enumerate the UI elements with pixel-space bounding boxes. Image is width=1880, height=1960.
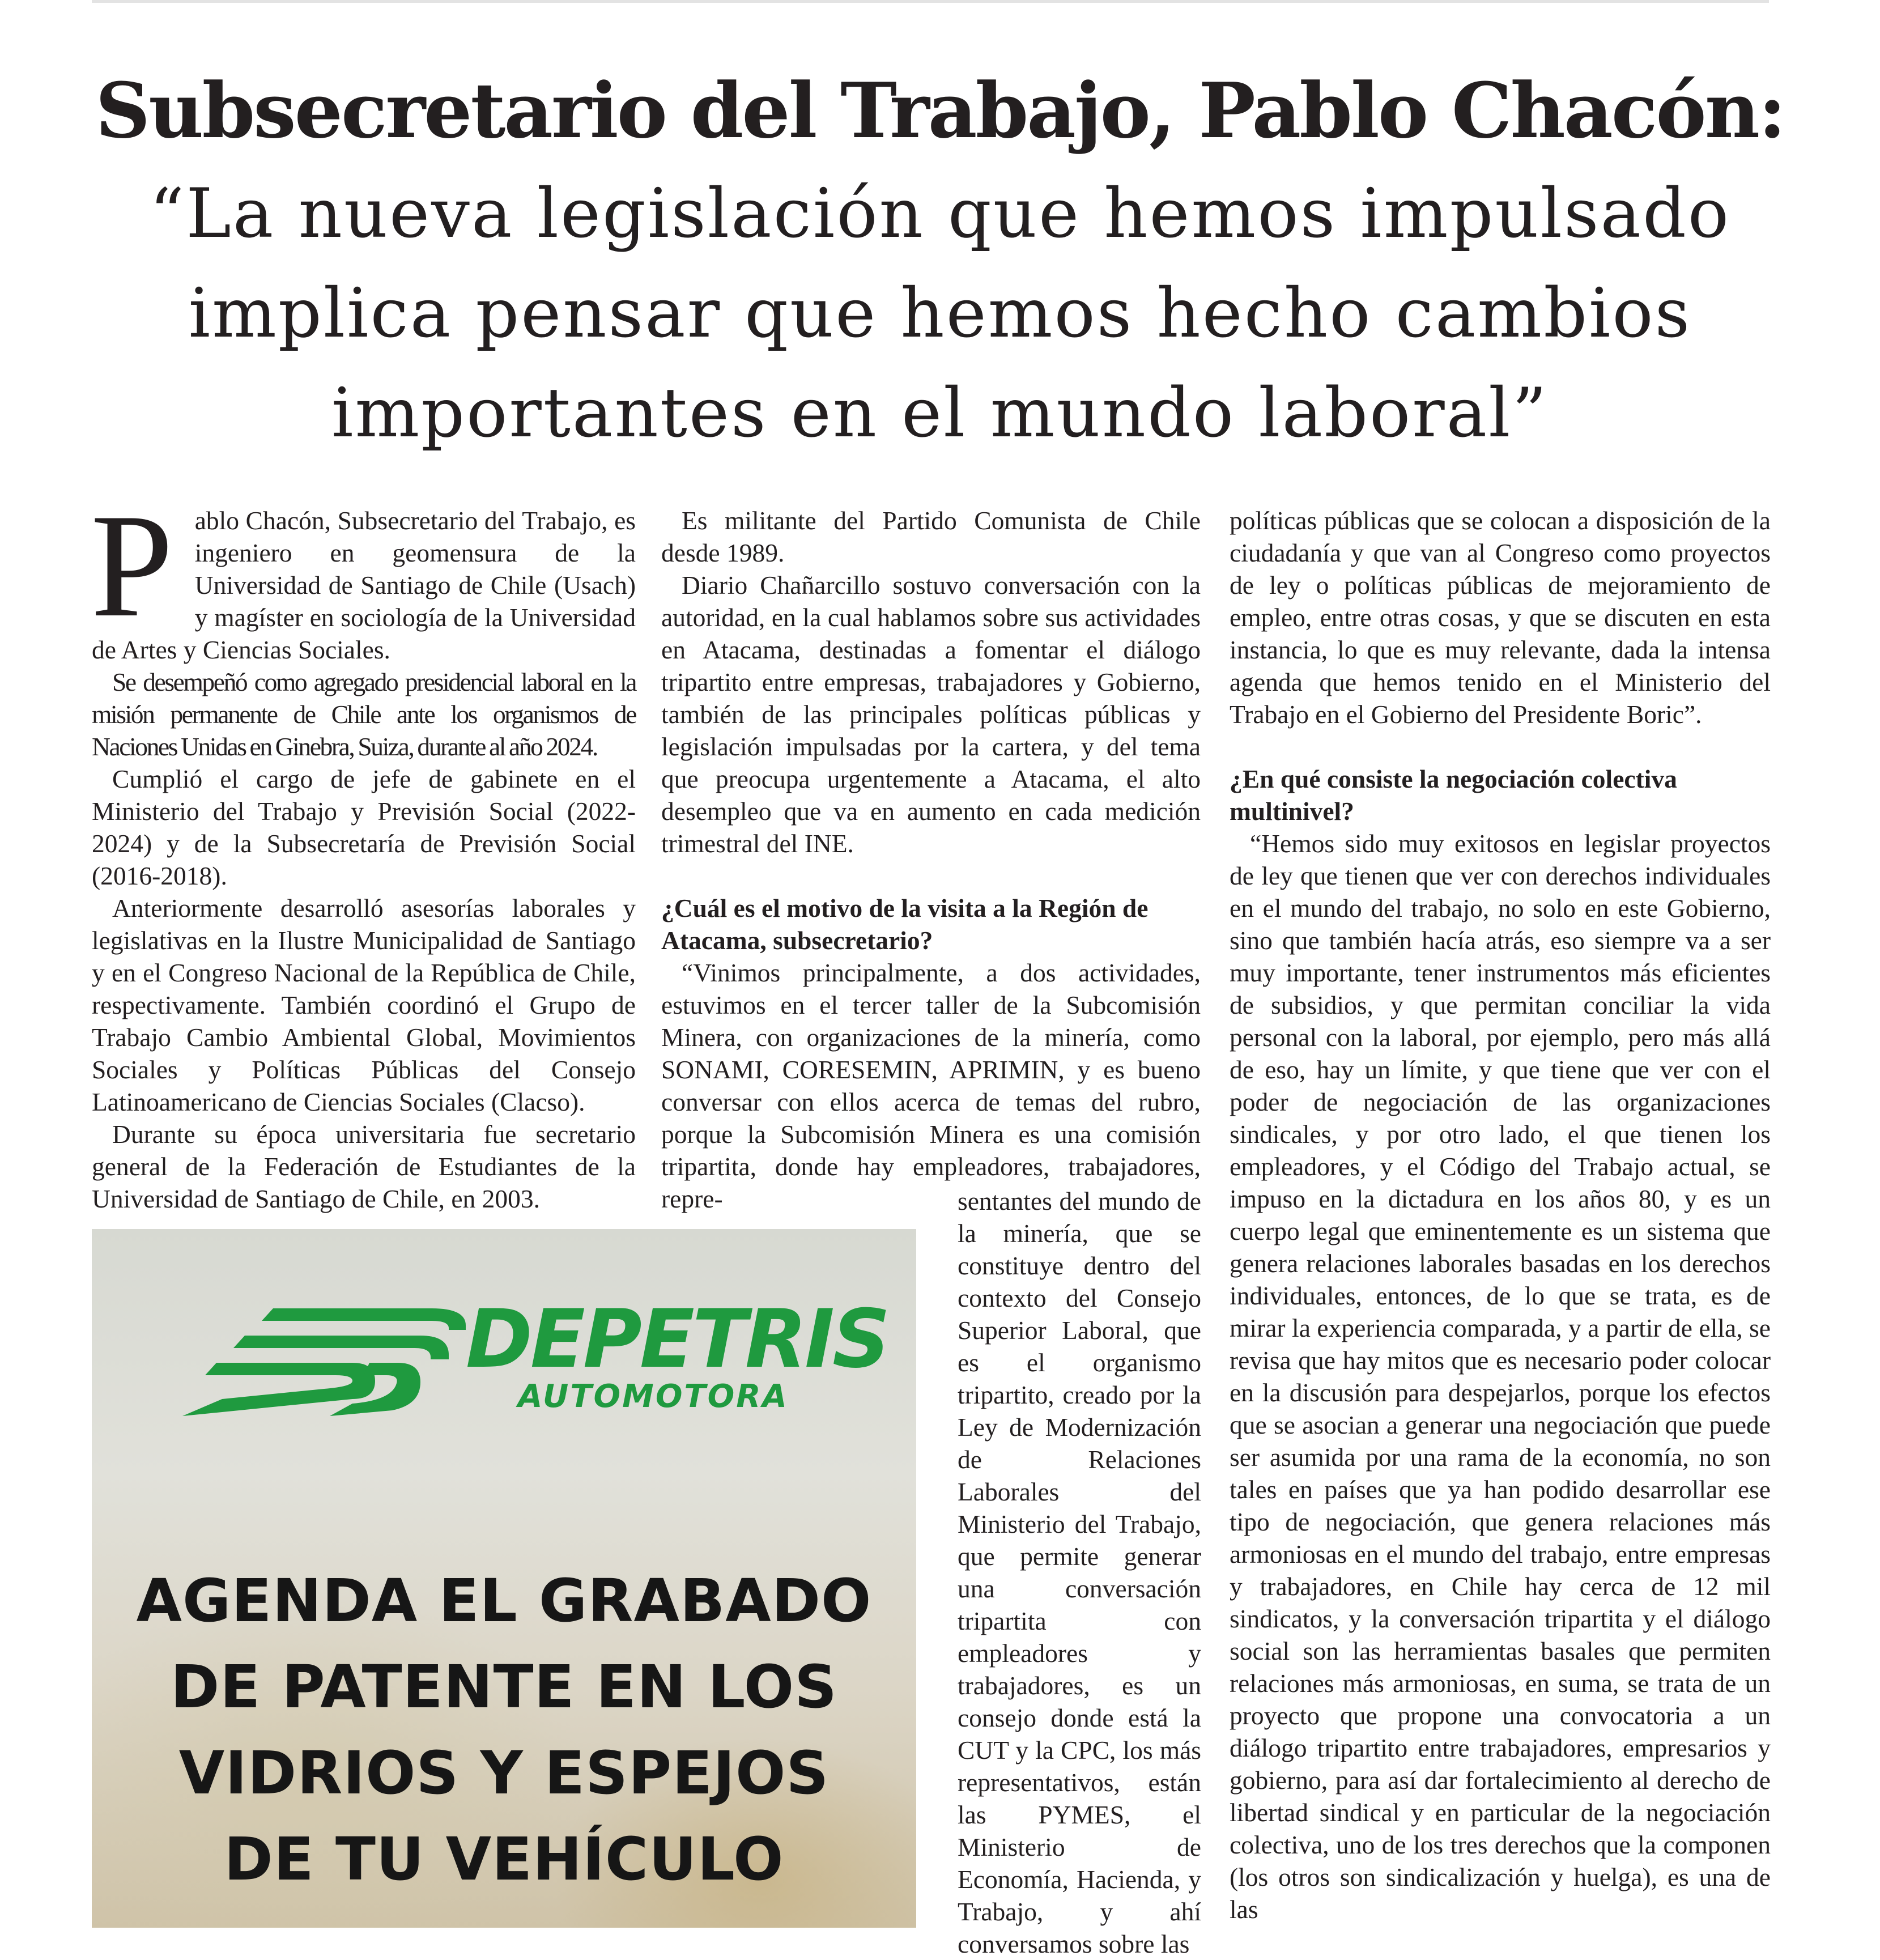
interview-question-2: ¿En qué consiste la negociación colectiva multinivel?: [1230, 764, 1677, 826]
top-rule: [92, 0, 1769, 3]
subheadline-line-3: importantes en el mundo laboral”: [331, 374, 1549, 453]
intro-text: ablo Chacón, Subsecretario del Trabajo, es ingeniero en geomensura de la Universidad de Santiago de Chile (Usach) y magíster en sociología de la Universidad de Artes y Ciencias Sociales.: [92, 506, 636, 664]
ad-message: [92, 1558, 916, 1902]
ad-brand-subtitle: AUTOMOTORA: [518, 1378, 789, 1415]
subheadline: [68, 164, 1812, 464]
article-column-3: [1230, 504, 1771, 1925]
interview-answer-2: “Hemos sido muy exitosos en legislar proyectos de ley que tienen que ver con derechos individuales en el mundo del trabajo, no solo en este Gobierno, sino que también hacía atrás, eso siempre va a ser muy importante, tener instrumentos más eficientes de subsidios, y que permitan conciliar la vida personal con la laboral, por ejemplo, pero más allá de eso, hay un límite, y que tiene que ver con el poder de negociación de las organizaciones sindicales, y por otro lado, el que tienen los empleadores, y el Código del Trabajo actual, se impuso en la dictadura en los años 80, y es un cuerpo legal que eminentemente es un sistema que genera relaciones laborales basadas en los derechos individuales, entonces, de lo que se trata, es de mirar la experiencia comparada, y a partir de ella, se revisa que hay mitos que es necesario poder colocar en la discusión para despejarlos, porque los efectos que se asocian a generar una negociación que puede ser asumida por una rama de la economía, no son tales en países que ya han podido desarrollar ese tipo de negociación, que genera relaciones más armoniosas en el mundo del trabajo, entre empresas y trabajadores, en Chile hay cerca de 12 mil sindicatos, y la conversación tripartita y el diálogo social son las herramientas basales que permiten relaciones más armoniosas, en suma, se trata de un proyecto que propone una convocatoria a un diálogo tripartito entre trabajadores, empresarios y gobierno, para así dar fortalecimiento al derecho de libertad sindical y en particular de la negociación colectiva, uno de los tres derechos que la componen (los otros son sindicalización y huelga), es una de las: [1230, 829, 1771, 1924]
drop-cap: P: [91, 483, 173, 648]
ad-brand-name: DEPETRIS: [466, 1293, 888, 1386]
article-column-1: [91, 483, 636, 1215]
article-column-2-continued: [958, 1185, 1201, 1960]
ad-message-line-2: DE PATENTE EN LOS: [170, 1652, 838, 1721]
article-column-2: [661, 504, 1201, 1215]
interview-answer-1-continued: sentantes del mundo de la minería, que se constituye dentro del contexto del Consejo Superior Laboral, que es el organismo tripartito, creado por la Ley de Modernización de Relaciones Laborales del Ministerio del Trabajo, que permite generar una conversación tripartita con empleadores y trabajadores, es un consejo donde está la CUT y la CPC, los más representativos, están las PYMES, el Ministerio de Economía, Hacienda, y Trabajo, y ahí conversamos sobre las: [958, 1187, 1201, 1958]
advertisement-depetris[interactable]: [92, 1229, 916, 1928]
interview-question-1: ¿Cuál es el motivo de la visita a la Región de Atacama, subsecretario?: [661, 894, 1149, 955]
bio-paragraph-4: Anteriormente desarrolló asesorías laborales y legislativas en la Ilustre Municipalidad de Santiago y en el Congreso Nacional de la República de Chile, respectivamente. También coordinó el Grupo de Trabajo Cambio Ambiental Global, Movimientos Sociales y Políticas Públicas del Consejo Latinoamericano de Ciencias Sociales (Clacso).: [92, 894, 636, 1116]
interview-answer-1: “Vinimos principalmente, a dos actividades, estuvimos en el tercer taller de la Subcomisión Minera, con organizaciones de la minería, como SONAMI, CORESEMIN, APRIMIN, y es bueno conversar con ellos acerca de temas del rubro, porque la Subcomisión Minera es una comisión tripartita, donde hay empleadores, trabajadores, repre-: [661, 958, 1201, 1213]
bio-paragraph-3: Cumplió el cargo de jefe de gabinete en el Ministerio del Trabajo y Previsión Social (2022-2024) y de la Subsecretaría de Previsión Social (2016-2018).: [92, 764, 636, 890]
bio-paragraph-2: Se desempeñó como agregado presidencial laboral en la misión permanente de Chile ante los organismos de Naciones Unidas en Ginebra, Suiza, durante al año 2024.: [92, 667, 636, 761]
col2-paragraph-1: Es militante del Partido Comunista de Chile desde 1989.: [661, 506, 1201, 567]
col2-paragraph-2: Diario Chañarcillo sostuvo conversación con la autoridad, en la cual hablamos sobre sus actividades en Atacama, destinadas a fomentar el diálogo tripartito entre empresas, trabajadores y Gobierno, también de las principales políticas públicas y legislación impulsadas por la cartera, y del tema que preocupa urgentemente a Atacama, el alto desempleo que va en aumento en cada medición trimestral del INE.: [661, 571, 1201, 858]
subheadline-line-1: “La nueva legislación que hemos impulsado: [149, 175, 1731, 253]
subheadline-line-2: implica pensar que hemos hecho cambios: [188, 274, 1692, 353]
ad-message-line-3: VIDRIOS Y ESPEJOS: [178, 1738, 830, 1808]
col3-paragraph-1: políticas públicas que se colocan a disposición de la ciudadanía y que van al Congreso como proyectos de ley o políticas públicas de mejoramiento de empleo, entre otras cosas, y que se discuten en esta instancia, lo que es muy relevante, dada la intensa agenda que hemos tenido en el Ministerio del Trabajo en el Gobierno del Presidente Boric”.: [1230, 506, 1771, 729]
depetris-speed-logo-icon: [182, 1303, 500, 1422]
bio-paragraph-5: Durante su época universitaria fue secretario general de la Federación de Estudiantes de la Universidad de Santiago de Chile, en 2003.: [92, 1120, 636, 1213]
headline: Subsecretario del Trabajo, Pablo Chacón:: [95, 66, 1785, 155]
intro-paragraph: [91, 483, 636, 666]
ad-message-line-1: AGENDA EL GRABADO: [136, 1566, 872, 1635]
ad-message-line-4: DE TU VEHÍCULO: [224, 1825, 784, 1894]
